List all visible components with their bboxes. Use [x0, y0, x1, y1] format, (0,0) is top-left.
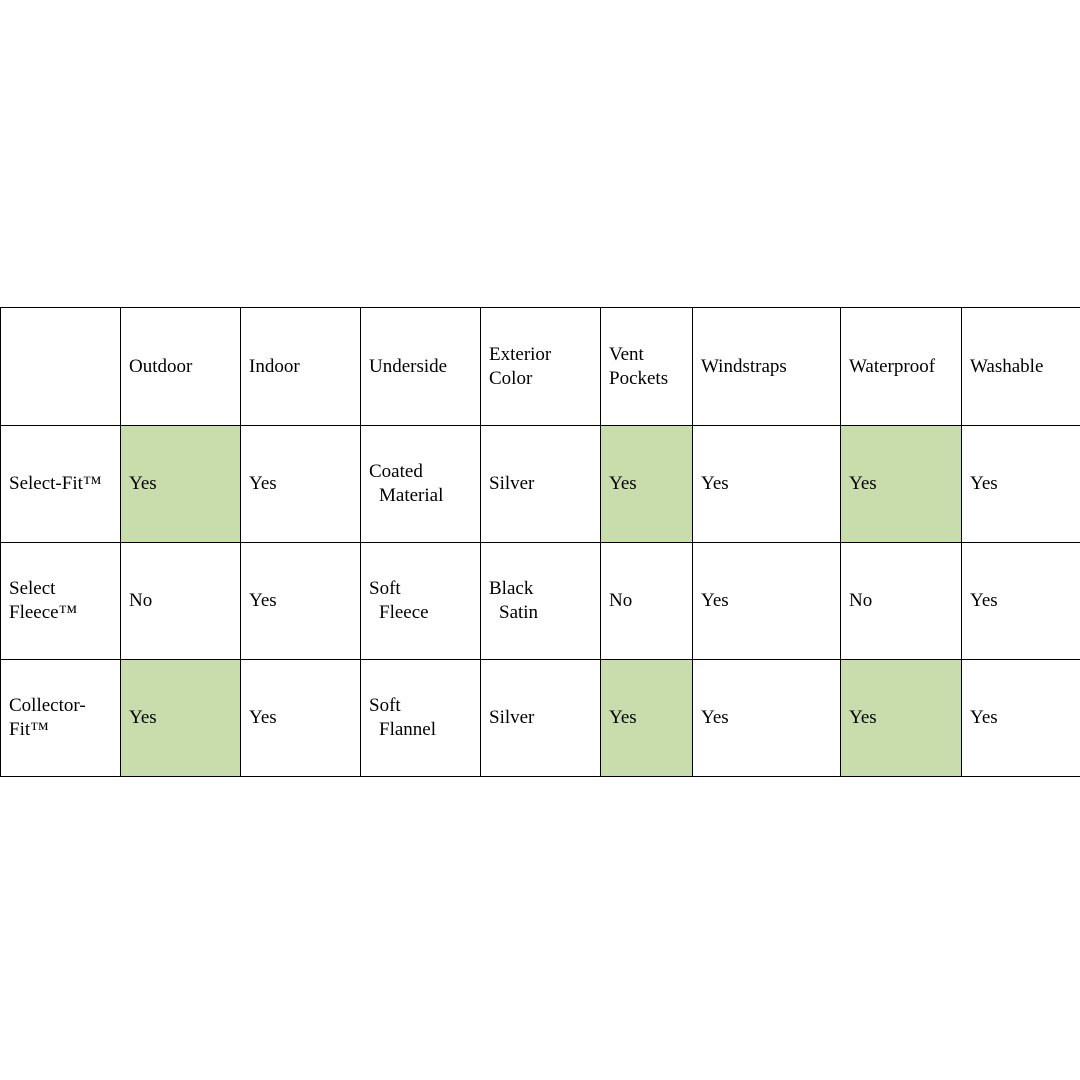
cell-collector-fit-exterior-color-line1: Silver — [489, 707, 535, 729]
cell-collector-fit-underside-line1: Soft — [369, 695, 401, 717]
table-body — [1, 426, 1080, 777]
cell-collector-fit-outdoor: Yes — [121, 660, 241, 777]
column-header-exterior-color — [481, 308, 601, 426]
cell-select-fit-vent-pockets: Yes — [601, 426, 693, 543]
cell-select-fleece-underside — [361, 543, 481, 660]
cell-select-fleece-outdoor: No — [121, 543, 241, 660]
cell-collector-fit-vent-pockets: Yes — [601, 660, 693, 777]
cell-select-fleece-windstraps: Yes — [693, 543, 841, 660]
row-header-select-fleece-line2: Fleece™ — [9, 602, 78, 623]
cell-select-fleece-underside-line2: Fleece — [379, 602, 429, 623]
table-row — [1, 543, 1080, 660]
column-header-vent-pockets-line2: Pockets — [609, 367, 669, 389]
cell-select-fleece-underside-line1: Soft — [369, 578, 401, 600]
cell-select-fit-exterior-color — [481, 426, 601, 543]
table-row — [1, 426, 1080, 543]
column-header-outdoor: Outdoor — [121, 308, 241, 426]
column-header-exterior-color-line1: Exterior — [489, 343, 552, 365]
cell-select-fleece-washable: Yes — [962, 543, 1080, 660]
column-header-underside: Underside — [361, 308, 481, 426]
row-header-select-fleece-line1: Select — [9, 578, 56, 600]
cell-select-fit-indoor: Yes — [241, 426, 361, 543]
row-header-select-fit-line1: Select-Fit™ — [9, 473, 102, 495]
column-header-vent-pockets-line1: Vent — [609, 343, 644, 365]
row-header-collector-fit — [1, 660, 121, 777]
cell-select-fleece-exterior-color-line1: Black — [489, 578, 534, 600]
row-header-select-fit — [1, 426, 121, 543]
comparison-table-container — [0, 307, 1080, 777]
column-header-washable: Washable — [962, 308, 1080, 426]
cell-collector-fit-washable: Yes — [962, 660, 1080, 777]
row-header-select-fleece — [1, 543, 121, 660]
column-header-windstraps: Windstraps — [693, 308, 841, 426]
cell-collector-fit-underside — [361, 660, 481, 777]
cell-select-fleece-exterior-color — [481, 543, 601, 660]
table-header-row — [1, 308, 1080, 426]
cell-collector-fit-waterproof: Yes — [841, 660, 962, 777]
cell-collector-fit-windstraps: Yes — [693, 660, 841, 777]
cell-select-fleece-vent-pockets: No — [601, 543, 693, 660]
cell-collector-fit-underside-line2: Flannel — [379, 719, 436, 740]
cell-collector-fit-indoor: Yes — [241, 660, 361, 777]
table-row — [1, 660, 1080, 777]
cell-select-fit-underside — [361, 426, 481, 543]
table-header — [1, 308, 1080, 426]
cell-select-fit-windstraps: Yes — [693, 426, 841, 543]
cell-select-fit-washable: Yes — [962, 426, 1080, 543]
cell-select-fleece-waterproof: No — [841, 543, 962, 660]
column-header-waterproof: Waterproof — [841, 308, 962, 426]
cell-collector-fit-exterior-color — [481, 660, 601, 777]
row-header-collector-fit-line2: Fit™ — [9, 719, 49, 740]
cell-select-fleece-indoor: Yes — [241, 543, 361, 660]
cell-select-fleece-exterior-color-line2: Satin — [499, 602, 539, 623]
cell-select-fit-outdoor: Yes — [121, 426, 241, 543]
column-header-vent-pockets — [601, 308, 693, 426]
column-header-indoor: Indoor — [241, 308, 361, 426]
cell-select-fit-underside-line1: Coated — [369, 461, 423, 483]
product-comparison-table — [0, 307, 1080, 777]
table-corner-cell — [1, 308, 121, 426]
cell-select-fit-waterproof: Yes — [841, 426, 962, 543]
column-header-exterior-color-line2: Color — [489, 367, 533, 389]
row-header-collector-fit-line1: Collector- — [9, 695, 86, 717]
cell-select-fit-underside-line2: Material — [379, 485, 444, 506]
cell-select-fit-exterior-color-line1: Silver — [489, 473, 535, 495]
